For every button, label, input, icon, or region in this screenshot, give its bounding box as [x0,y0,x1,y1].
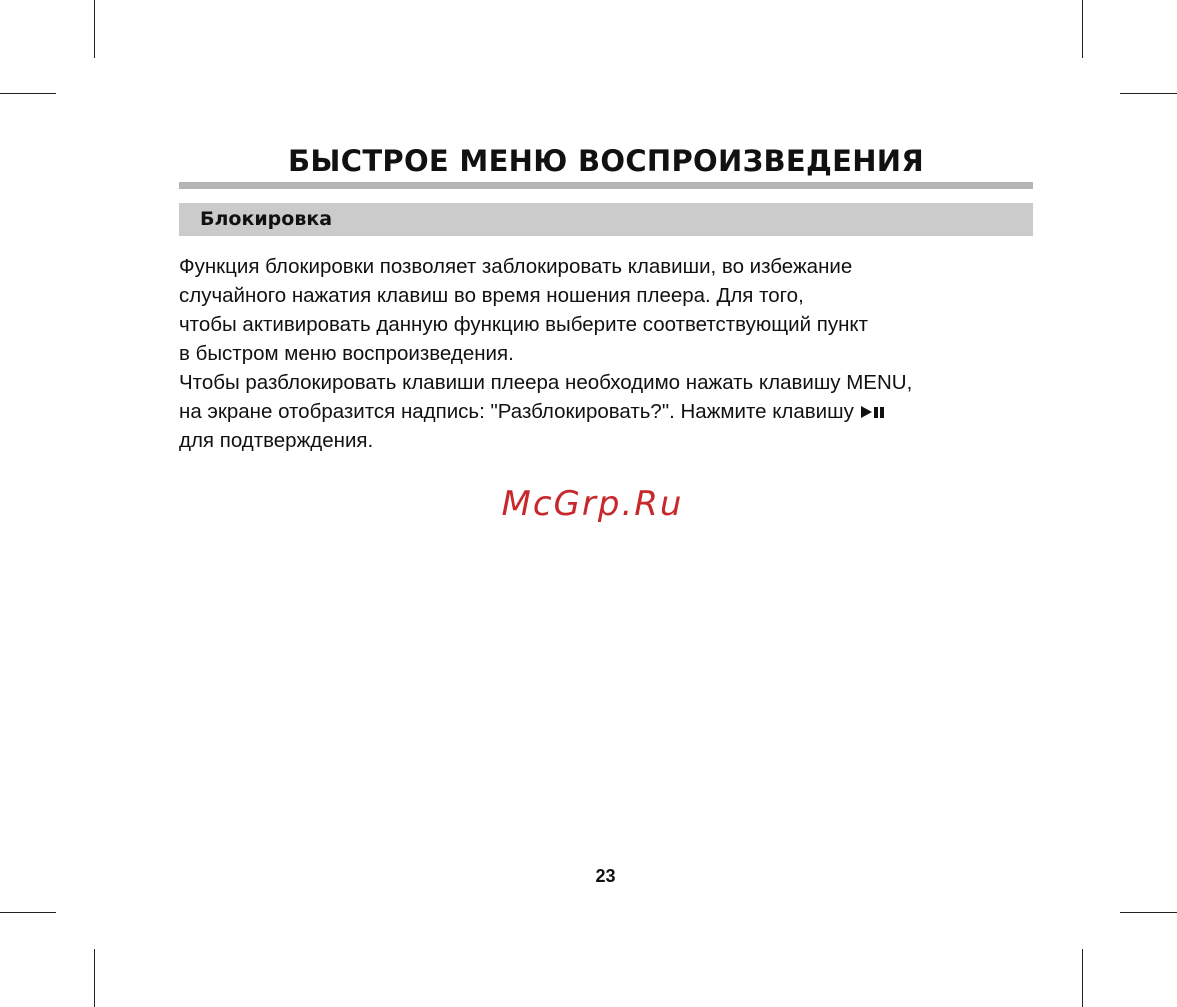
title-underline [179,182,1033,189]
page-title: БЫСТРОЕ МЕНЮ ВОСПРОИЗВЕДЕНИЯ [287,144,925,178]
section-title: Блокировка [200,208,333,230]
play-pause-icon [858,404,886,420]
paragraph [179,252,1059,455]
section-header-bar [179,203,1033,236]
crop-mark-bottom-left-vertical [94,949,95,1007]
crop-mark-top-left-vertical [94,0,95,58]
crop-mark-top-left-horizontal [0,93,56,94]
crop-mark-top-right-horizontal [1120,93,1177,94]
paragraph-line: чтобы активировать данную функцию выберите соответствующий пункт [179,313,868,336]
paragraph-line-with-icon [179,397,1059,426]
paragraph-line: для подтверждения. [179,429,374,452]
crop-mark-bottom-right-vertical [1082,949,1083,1007]
paragraph-line: случайного нажатия клавиш во время ношения плеера. Для того, [179,284,804,307]
paragraph-line: Чтобы разблокировать клавиши плеера необходимо нажать клавишу MENU, [179,371,913,394]
paragraph-line: в быстром меню воспроизведения. [179,342,514,365]
watermark: McGrp.Ru [501,484,684,524]
page-number: 23 [595,866,616,886]
paragraph-line: Функция блокировки позволяет заблокировать клавиши, во избежание [179,255,853,278]
crop-mark-bottom-left-horizontal [0,912,56,913]
crop-mark-bottom-right-horizontal [1120,912,1177,913]
crop-mark-top-right-vertical [1082,0,1083,58]
paragraph-line-text: на экране отобразится надпись: "Разблокировать?". Нажмите клавишу [179,400,854,423]
